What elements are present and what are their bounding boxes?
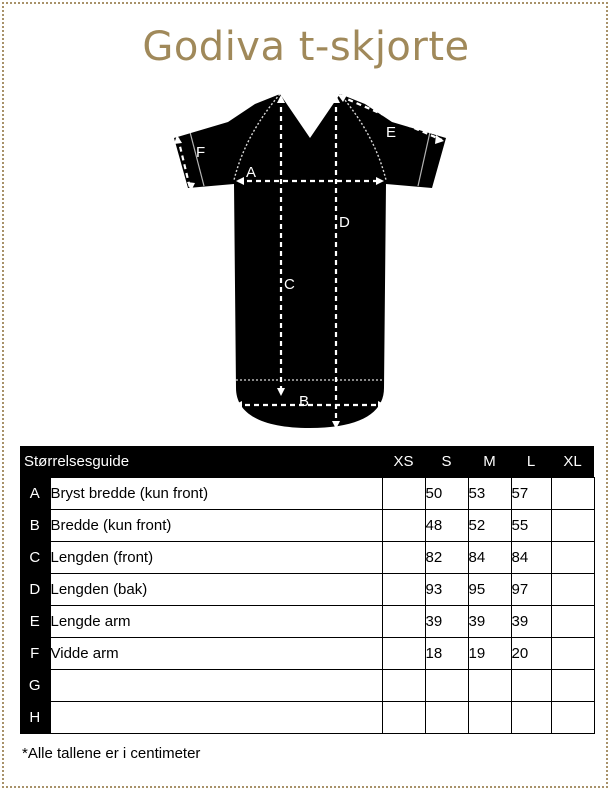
row-measurement-name: Bredde (kun front) (50, 510, 382, 542)
size-value-cell (382, 670, 425, 702)
size-value-cell (468, 670, 511, 702)
size-value-cell (382, 542, 425, 574)
row-letter: D (20, 574, 50, 606)
size-value-cell: 19 (468, 638, 511, 670)
table-row (20, 574, 594, 606)
size-value-cell (425, 670, 468, 702)
row-measurement-name: Vidde arm (50, 638, 382, 670)
diagram-label-b: B (299, 393, 310, 410)
size-value-cell (511, 702, 551, 734)
table-row (20, 510, 594, 542)
size-value-cell (551, 510, 594, 542)
row-measurement-name: Lengde arm (50, 606, 382, 638)
size-value-cell (382, 638, 425, 670)
row-letter: G (20, 670, 50, 702)
row-letter: A (20, 478, 50, 510)
size-guide-table (20, 446, 595, 734)
size-value-cell: 39 (425, 606, 468, 638)
size-value-cell (425, 702, 468, 734)
size-value-cell (382, 702, 425, 734)
size-header-l: L (511, 446, 551, 478)
page-title: Godiva t-skjorte (142, 24, 470, 70)
size-header-xs: XS (382, 446, 425, 478)
size-value-cell: 84 (511, 542, 551, 574)
size-value-cell: 20 (511, 638, 551, 670)
size-value-cell (382, 510, 425, 542)
table-row (20, 478, 594, 510)
size-value-cell: 82 (425, 542, 468, 574)
row-letter: H (20, 702, 50, 734)
size-value-cell (551, 670, 594, 702)
size-value-cell: 95 (468, 574, 511, 606)
size-value-cell (468, 702, 511, 734)
size-value-cell (382, 606, 425, 638)
diagram-label-e: E (386, 124, 397, 141)
row-letter: C (20, 542, 50, 574)
row-letter: B (20, 510, 50, 542)
table-row (20, 542, 594, 574)
size-value-cell: 57 (511, 478, 551, 510)
size-value-cell (511, 670, 551, 702)
row-measurement-name (50, 670, 382, 702)
size-value-cell: 48 (425, 510, 468, 542)
size-value-cell: 53 (468, 478, 511, 510)
tshirt-diagram (160, 88, 460, 438)
size-value-cell: 93 (425, 574, 468, 606)
size-value-cell (551, 574, 594, 606)
size-value-cell: 39 (468, 606, 511, 638)
size-value-cell: 84 (468, 542, 511, 574)
size-value-cell (551, 606, 594, 638)
row-measurement-name: Bryst bredde (kun front) (50, 478, 382, 510)
diagram-label-a: A (246, 164, 257, 181)
diagram-label-d: D (339, 214, 350, 231)
size-value-cell (382, 574, 425, 606)
size-value-cell (382, 478, 425, 510)
diagram-label-c: C (284, 276, 295, 293)
size-value-cell (551, 478, 594, 510)
table-row (20, 670, 594, 702)
table-row (20, 638, 594, 670)
size-value-cell: 97 (511, 574, 551, 606)
table-row (20, 606, 594, 638)
table-title: Størrelsesguide (20, 446, 382, 478)
row-letter: F (20, 638, 50, 670)
size-header-s: S (425, 446, 468, 478)
size-value-cell: 55 (511, 510, 551, 542)
size-value-cell: 52 (468, 510, 511, 542)
row-measurement-name: Lengden (front) (50, 542, 382, 574)
size-header-xl: XL (551, 446, 594, 478)
size-header-m: M (468, 446, 511, 478)
size-value-cell (551, 638, 594, 670)
size-value-cell: 18 (425, 638, 468, 670)
row-letter: E (20, 606, 50, 638)
table-header-row (20, 446, 594, 478)
size-value-cell: 50 (425, 478, 468, 510)
footnote: *Alle tallene er i centimeter (22, 745, 201, 762)
size-value-cell (551, 702, 594, 734)
table-row (20, 702, 594, 734)
size-value-cell (551, 542, 594, 574)
row-measurement-name (50, 702, 382, 734)
size-value-cell: 39 (511, 606, 551, 638)
tshirt-silhouette (174, 94, 446, 428)
diagram-label-f: F (196, 144, 206, 161)
row-measurement-name: Lengden (bak) (50, 574, 382, 606)
